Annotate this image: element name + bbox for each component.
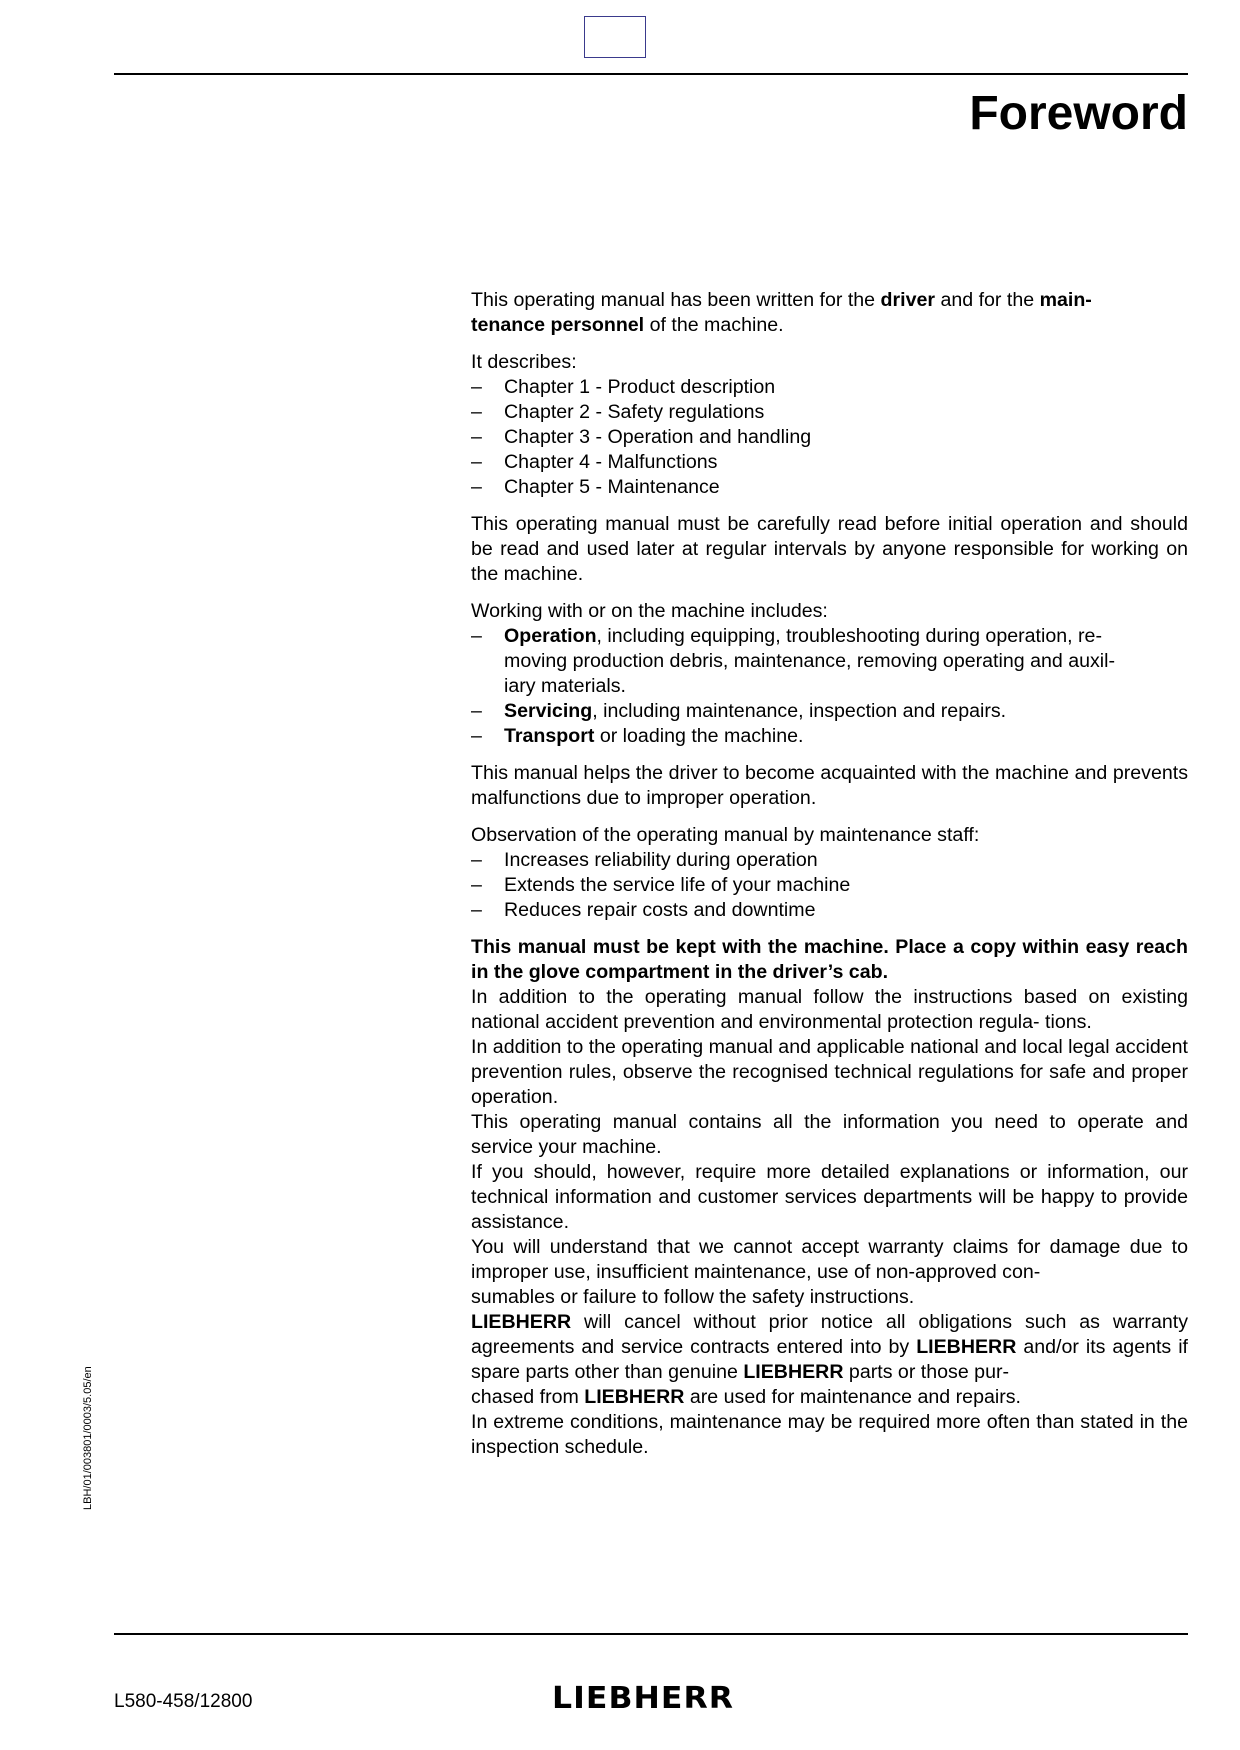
list-item: – Operation, including equipping, troubleshooting during operation, re- moving production debris, maintenance, removing operating and auxil- iary materials. bbox=[471, 625, 1116, 697]
list-item: – Reduces repair costs and downtime bbox=[471, 899, 816, 921]
intro-maintenance-bold-2: tenance personnel bbox=[471, 314, 645, 336]
intro-text-2: and for the bbox=[935, 289, 1040, 311]
observation-list bbox=[471, 848, 1188, 923]
header-marker-box bbox=[584, 16, 646, 58]
list-item: – Chapter 3 - Operation and handling bbox=[471, 426, 812, 448]
liebherr-logo: LIEBHERR bbox=[552, 1681, 735, 1716]
keep-with-machine-notice: This manual must be kept with the machine. Place a copy within easy reach in the glove compartment in the driver’s cab. bbox=[471, 936, 1188, 983]
working-list bbox=[471, 624, 1188, 749]
intro-text-3: of the machine. bbox=[644, 314, 784, 336]
list-item: – Chapter 1 - Product description bbox=[471, 376, 776, 398]
cancel-obligations-paragraph: LIEBHERR will cancel without prior notice all obligations such as warranty agreements and service contracts entered into by LIEBHERR and/or its agents if spare parts other than genuine LIEBHERR parts or those pur- chased from LIEBHERR are used for maintenance and repairs. bbox=[471, 1311, 1188, 1408]
accident-prevention-paragraph: In addition to the operating manual follow the instructions based on existing national accident prevention and environmental protection regula- tions. bbox=[471, 986, 1188, 1033]
list-item: – Chapter 4 - Malfunctions bbox=[471, 451, 718, 473]
customer-services-paragraph: If you should, however, require more detailed explanations or information, our technical information and customer services departments will be happy to provide assistance. bbox=[471, 1161, 1188, 1233]
extreme-conditions-paragraph: In extreme conditions, maintenance may be required more often than stated in the inspection schedule. bbox=[471, 1411, 1188, 1458]
describes-label: It describes: bbox=[471, 351, 577, 373]
list-item: – Increases reliability during operation bbox=[471, 849, 818, 871]
observation-label: Observation of the operating manual by maintenance staff: bbox=[471, 824, 980, 846]
chapter-list bbox=[471, 375, 1188, 500]
list-item: – Transport or loading the machine. bbox=[471, 725, 804, 747]
intro-text-1: This operating manual has been written for the bbox=[471, 289, 881, 311]
list-item: – Extends the service life of your machine bbox=[471, 874, 851, 896]
technical-regulations-paragraph: In addition to the operating manual and applicable national and local legal accident prevention rules, observe the recognised technical regulations for safe and proper operation. bbox=[471, 1036, 1188, 1108]
working-label: Working with or on the machine includes: bbox=[471, 600, 828, 622]
information-paragraph: This operating manual contains all the information you need to operate and service your machine. bbox=[471, 1111, 1188, 1158]
list-item: – Chapter 2 - Safety regulations bbox=[471, 401, 765, 423]
bottom-rule bbox=[114, 1633, 1188, 1635]
side-document-code-text: LBH/01/003801/0003/5.05/en bbox=[82, 1366, 94, 1510]
top-rule bbox=[114, 73, 1188, 75]
list-item: – Chapter 5 - Maintenance bbox=[471, 476, 720, 498]
intro-paragraph bbox=[471, 288, 1188, 338]
page-title: Foreword bbox=[969, 87, 1188, 140]
intro-driver-bold: driver bbox=[880, 289, 935, 311]
acquainted-paragraph: This manual helps the driver to become acquainted with the machine and prevents malfunctions due to improper operation. bbox=[471, 762, 1188, 809]
footer-document-code: L580-458/12800 bbox=[114, 1691, 253, 1712]
warranty-paragraph: You will understand that we cannot accept warranty claims for damage due to improper use, insufficient maintenance, use of non-approved con- sumables or failure to follow the safety instructions. bbox=[471, 1236, 1188, 1308]
read-carefully-paragraph: This operating manual must be carefully read before initial operation and should be read and used later at regular intervals by anyone responsible for working on the machine. bbox=[471, 513, 1188, 585]
list-item: – Servicing, including maintenance, inspection and repairs. bbox=[471, 700, 1007, 722]
intro-maintenance-bold-1: main- bbox=[1039, 289, 1092, 311]
foreword-body bbox=[471, 288, 1188, 1460]
